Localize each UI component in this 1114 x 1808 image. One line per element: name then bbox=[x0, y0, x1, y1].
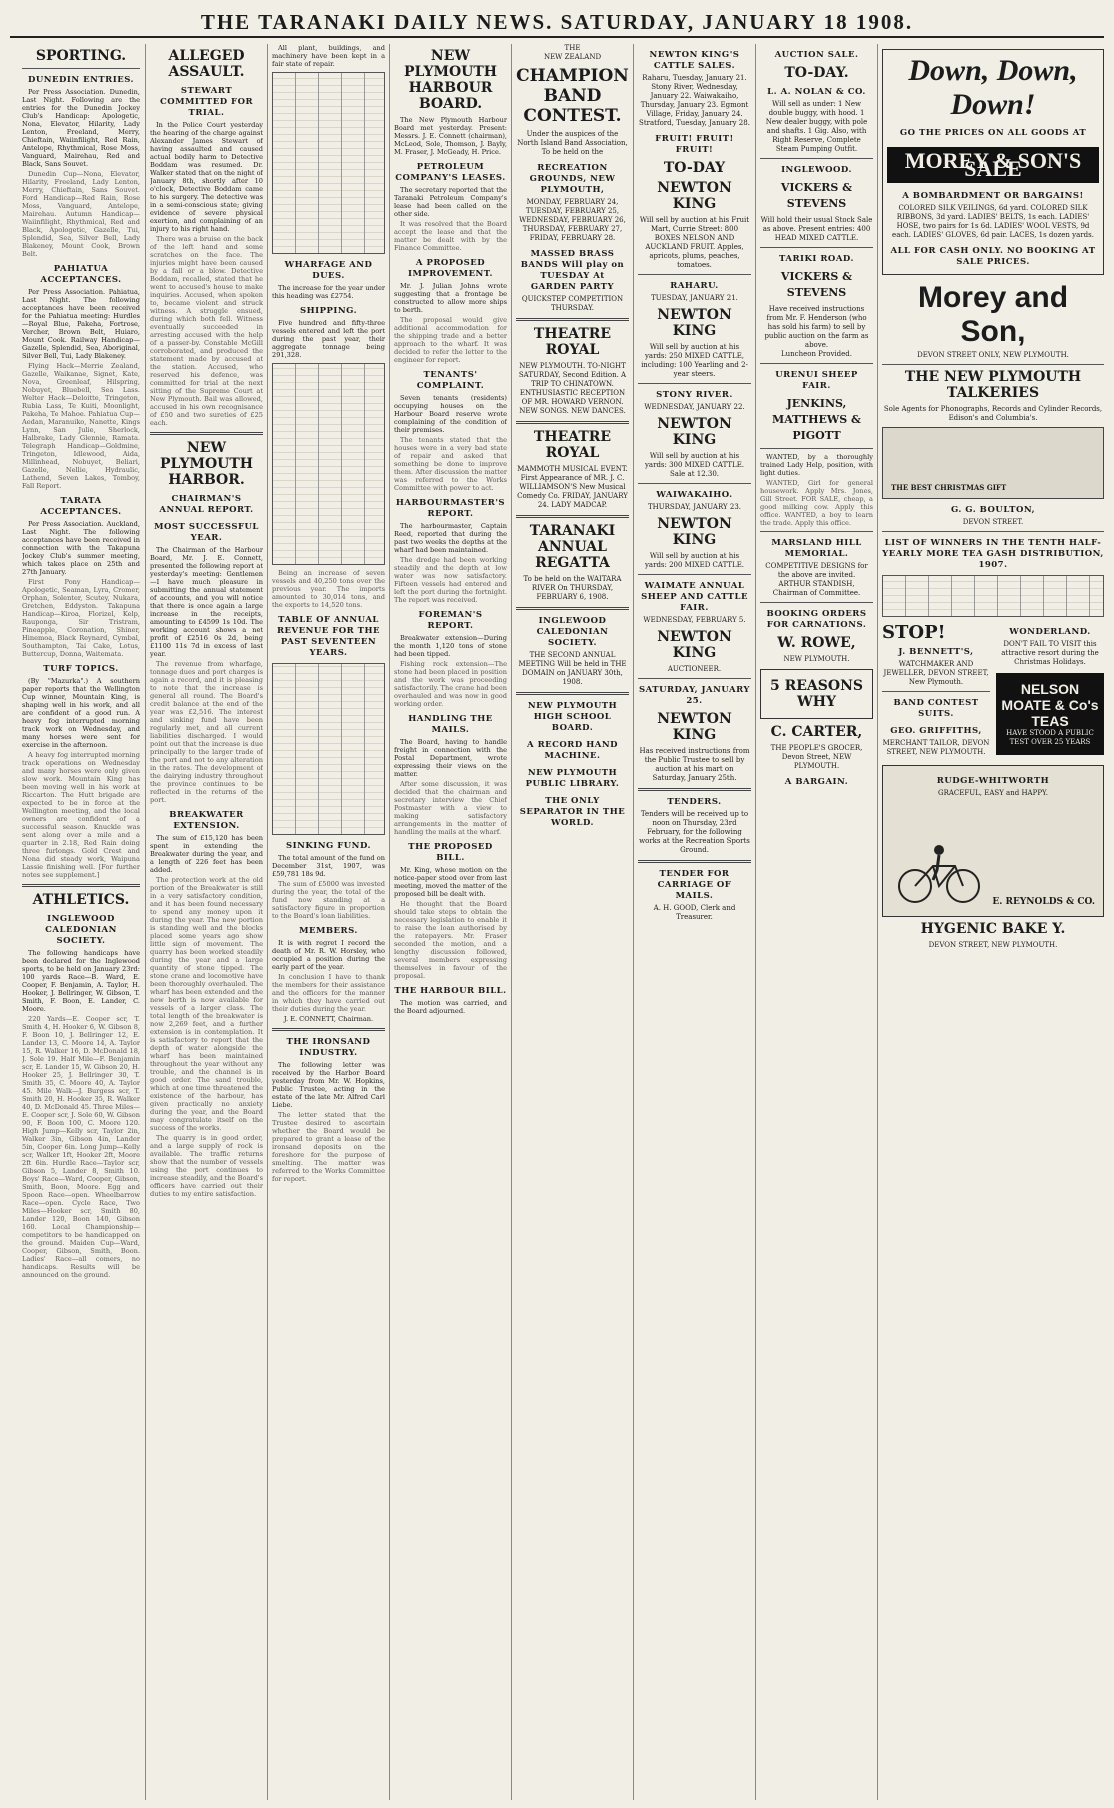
divider bbox=[638, 483, 751, 484]
article-text: Mr. J. Julian Johns wrote suggesting that a frontage be constructed to allow more ships to berth. bbox=[394, 282, 507, 314]
subheading: PETROLEUM COMPANY'S LEASES. bbox=[395, 162, 506, 183]
morey-sale-banner: MOREY & SON'S SALE bbox=[887, 147, 1099, 183]
divider bbox=[760, 602, 873, 603]
ad-text: HAVE STOOD A PUBLIC TEST OVER 25 YEARS bbox=[1006, 729, 1094, 746]
auctioneer-name: NEWTON KING bbox=[657, 416, 732, 448]
divider bbox=[760, 363, 873, 364]
auctioneer-name: NEWTON KING bbox=[657, 307, 732, 339]
ad-text: QUICKSTEP COMPETITION THURSDAY. bbox=[521, 295, 624, 312]
ad-heading: SATURDAY, JANUARY 25. bbox=[638, 685, 750, 706]
ad-word: Down! bbox=[950, 88, 1036, 121]
column-rule bbox=[267, 44, 268, 1800]
article-text: Per Press Association. Pahiatua, Last Night. The following acceptances have been received for the Pahiatua meeting: Hurdles—Royal Blue, Pakeha, Fortrose, Vercher, Brown Belt, Huiaro, Mount Cook. Railway Handicap—Gazelle, Splendid, Sea, Aboriginal, Silver Bell, Tui, Lady Blakeney. bbox=[22, 288, 140, 360]
theatre-heading: THEATRE ROYAL bbox=[533, 326, 612, 358]
article-text: Five hundred and fifty-three vessels entered and left the port during the past year, their aggregate tonnage being 291,328. bbox=[272, 319, 385, 359]
subheading: TARATA ACCEPTANCES. bbox=[40, 496, 122, 517]
ad-venue: RECREATION GROUNDS, NEW PLYMOUTH, bbox=[529, 163, 616, 195]
divider bbox=[516, 607, 629, 610]
ad-text: Under the auspices of the North Island Band Association, bbox=[517, 130, 628, 147]
divider bbox=[760, 247, 873, 248]
ad-text: Tenders will be received up to noon on Thursday, 23rd February, for the following works at the Recreation Sports Ground. bbox=[639, 810, 750, 854]
article-text: Per Press Association. Auckland, Last Night. The following acceptances have been received in connection with the Takapuna Jockey Club's summer meeting, which takes place on 25th and 27th January. bbox=[22, 520, 140, 576]
ad-text: To be held on the WAITARA RIVER On THURSDAY, FEBRUARY 6, 1908. bbox=[523, 575, 622, 601]
column-rule bbox=[877, 44, 878, 1800]
ad-text: MASSED BRASS BANDS Will play on TUESDAY At GARDEN PARTY bbox=[520, 249, 625, 292]
subheading: TURF TOPICS. bbox=[43, 664, 119, 674]
divider bbox=[22, 68, 140, 69]
column-newton-king bbox=[638, 44, 751, 1800]
shipping-table bbox=[272, 363, 385, 565]
section-heading: SPORTING. bbox=[35, 48, 127, 64]
column-harbor-report: All plant, buildings, and machinery have been kept in a fair state of repair. WHARFAGE AND DUES. The increase for the year under this heading was £2754. SHIPPING. Five hundred and fifty-three vessels entered and left the port during the past year, their aggregate tonnage being 291,328. Being an increase of seven vessels and 40,250 tons over the previous year. The imports amounted to 30,014 tons, and the exports to 14,520 tons. TABLE OF ANNUAL REVENUE FOR THE PAST SEVENTEEN YEARS. SINKING FUND. The total amount of the fund on December 31st, 1907, was £59,781 18s 9d. The sum of £5000 was invested during the year, the total of the fund now standing at a satisfactory figure in proportion to the Board's loan liabilities. MEMBERS. It is with regret I record the death of Mr. R. W. Horsley, who occupied a position during the early part of the year. In conclusion I have to thank the members for their assistance and the officers for the manner in which they have carried out their duties during the year. J. E. CONNETT, Chairman. THE IRONSAND INDUSTRY. The following letter was received by the Harbor Board yesterday from Mr. W. Hopkins, Public Trustee, acting in the estate of the late Mr. Alfred Carl Liebe. The letter stated that the Trustee desired to ascertain whether the Board would be prepared to grant a lease of the ironsand deposits on the foreshore for the purpose of smelting. The matter was referred to the Works Committee for report. bbox=[272, 44, 385, 1183]
divider bbox=[760, 158, 873, 159]
ad-text: Has received instructions from the Public Trustee to sell by auction at his mart on Saturday, January 25th. bbox=[639, 747, 750, 782]
article-text: The following letter was received by the Harbor Board yesterday from Mr. W. Hopkins, Public Trustee, acting in the estate of the late Mr. Alfred Carl Liebe. bbox=[272, 1061, 385, 1109]
ad-heading: MARSLAND HILL MEMORIAL. bbox=[771, 538, 862, 559]
ad-signature: A. H. GOOD, Clerk and Treasurer. bbox=[653, 904, 736, 921]
subheading: INGLEWOOD CALEDONIAN SOCIETY. bbox=[45, 914, 117, 946]
article-text: The total amount of the fund on December 31st, 1907, was £59,781 18s 9d. bbox=[272, 854, 385, 878]
auctioneer-name: NEWTON KING bbox=[657, 180, 732, 212]
bicycle-illustration bbox=[893, 836, 983, 906]
nelson-moate-tea-ad bbox=[996, 673, 1104, 755]
ad-text: NEW PLYMOUTH. bbox=[783, 655, 850, 663]
article-text: (By "Mazurka".) A southern paper reports that the Wellington Cup winner, Mountain King, is shaping well in his work, and all are confident of a good run. A heavy fog interrupted morning track work on Wednesday, and many horses were sent for exercise in the afternoon. bbox=[22, 677, 140, 749]
auctioneer-name: NEWTON KING bbox=[657, 711, 732, 743]
ad-heading: NELSON MOATE & Co's TEAS bbox=[1001, 681, 1099, 729]
annual-revenue-table bbox=[272, 663, 385, 835]
ad-heading: AUCTION SALE. bbox=[774, 50, 859, 60]
divider bbox=[22, 884, 140, 887]
ad-top: THE bbox=[564, 44, 581, 52]
column-alleged-assault: ALLEGED ASSAULT. STEWART COMMITTED FOR TRIAL. In the Police Court yesterday the hearing of the charge against Alexander James Stewart of having assaulted and caused actual bodily harm to Detective Boddam was resumed. Dr. Walker stated that on the night of January 8th, shortly after 10 o'clock, Detective Boddam came to his surgery. The detective was in a semi-conscious state; giving evidence of severe physical exertion, and complaining of an injury to his right hand. There was a bruise on the back of the left hand and some scratches on the face. The injuries might have been caused by a fall or a blow. Detective Boddam, recalled, stated that he went to accused's house to make inquiries. Accused, when spoken to, became violent and struck witness. A struggle ensued, during which both fell. Witness eventually succeeded in arresting accused with the help of a passer-by. Constable McGill corroborated, and produced the statement made by accused at the station. Accused, who reserved his defence, was committed for trial at the next sitting of the Supreme Court at New Plymouth. Bail was allowed, accused in his own recognisance of £50 and two sureties of £25 each. NEW PLYMOUTH HARBOR. CHAIRMAN'S ANNUAL REPORT. MOST SUCCESSFUL YEAR. The Chairman of the Harbour Board, Mr. J. E. Connett, presented the following report at yesterday's meeting: Gentlemen—I have much pleasure in submitting the annual statement of accounts, and you will notice that there is once again a large increase in the receipts, amounting to £4599 1s 10d. The working account shows a net profit of £2516 0s 2d, being £1100 11s 7d in excess of last year. The revenue from wharfage, tonnage dues and port charges is again a record, and it is pleasing to note that the increase is general all round. The Board's credit balance at the end of the year was £2,516. The interest and sinking fund have been regularly met, and all current liabilities discharged. I would point out that the increase is due principally to the larger trade of the port and not to any alteration in the rates. The development of the dairying industry throughout the province continues to be reflected in the returns of the port. BREAKWATER EXTENSION. The sum of £15,120 has been spent in extending the Breakwater during the year, and a length of 226 feet has been added. The protection work at the old portion of the Breakwater is still in a very satisfactory condition, and it has been found necessary to spend any money upon it during the year. The new portion is standing well and the blocks placed some years ago show little sign of movement. The quarry has been worked steadily during the year and a large quantity of stone tipped. The stone crane and locomotive have been thoroughly overhauled. The wharf has been extended and the new berth is now available for vessels of a larger class. The total length of the breakwater is now 2,269 feet, and a further extension is in contemplation. It is satisfactory to report that the depth of water alongside the wharf has been maintained throughout the year without any trouble, and the channel is in good order. The sand trouble, which at one time threatened the existence of the harbour, has given practically no anxiety during the year, and the Board may congratulate itself on the success of the works. The quarry is in good order, and a large supply of rock is available. The traffic returns show that the number of vessels using the port continues to increase steadily, and the Board's officers have carried out their duties to my entire satisfaction. bbox=[150, 48, 263, 1198]
column-morey-ads bbox=[882, 44, 1104, 1800]
ad-text: THE SECOND ANNUAL MEETING Will be held in THE DOMAIN on JANUARY 30th, 1908. bbox=[518, 651, 627, 686]
ad-text: THE PEOPLE'S GROCER, Devon Street, NEW PLYMOUTH. bbox=[770, 744, 863, 770]
article-text: The following handicaps have been declared for the Inglewood sports, to be held on January 23rd: 100 yards Race—B. Ward, E. Cooper, F. Benjamin, A. Taylor, H. Hooker, J. Bellringer, W. Gibson, T. Smith, F. Boon, E. Lander, C. Moore. bbox=[22, 949, 140, 1013]
divider bbox=[882, 691, 990, 692]
ad-heading: TENDERS. bbox=[667, 797, 722, 807]
divider bbox=[882, 531, 1104, 532]
library-heading: NEW PLYMOUTH PUBLIC LIBRARY. bbox=[525, 768, 620, 789]
ad-text: Will hold their usual Stock Sale as above. Present entries: 400 HEAD MIXED CATTLE. bbox=[760, 216, 873, 242]
caledonian-heading: INGLEWOOD CALEDONIAN SOCIETY. bbox=[536, 616, 609, 648]
band-contest-title: CHAMPION BAND CONTEST. bbox=[516, 66, 629, 126]
ad-heading: FRUIT! FRUIT! FRUIT! bbox=[655, 134, 734, 155]
divider bbox=[638, 383, 751, 384]
article-text: The increase for the year under this heading was £2754. bbox=[272, 284, 385, 300]
ad-name: E. REYNOLDS & CO. bbox=[992, 897, 1095, 907]
ad-heading: TO-DAY. bbox=[784, 65, 849, 81]
subheading: SINKING FUND. bbox=[286, 841, 371, 851]
ad-text: Will sell by auction at his yards: 250 MIXED CATTLE, including: 100 Yearling and 2-year steers. bbox=[641, 343, 748, 378]
divider bbox=[638, 860, 751, 863]
ad-heading: WAIMATE ANNUAL SHEEP AND CATTLE FAIR. bbox=[641, 581, 748, 613]
article-text: In the Police Court yesterday the hearing of the charge against Alexander James Stewart of having assaulted and caused actual bodily harm to Detective Boddam was resumed. Dr. Walker stated that on the night of January 8th, shortly after 10 o'clock, Detective Boddam came to his surgery. The detective was in a semi-conscious state; giving evidence of severe physical exertion, and complaining of an injury to his right hand. bbox=[150, 121, 263, 233]
article-text: The Board, having to handle freight in connection with the Postal Department, wrote expressing their views on the matter. bbox=[394, 738, 507, 778]
ad-heading: URENUI SHEEP FAIR. bbox=[775, 370, 858, 391]
morey-name: Morey and Son, bbox=[917, 281, 1069, 348]
ad-text: GRACEFUL, EASY and HAPPY. bbox=[938, 789, 1048, 797]
column-auctions: AUCTION SALE. TO-DAY. L. A. NOLAN & CO. Will sell as under: 1 New double buggy, with hood. 1 New dealer buggy, with pole and shafts. 1 Gig. Also, with Right Reserve, Complete Steam Pumping Outfit. INGLEWOOD. VICKERS & STEVENS Will hold their usual Stock Sale as above. Present entries: 400 HEAD MIXED CATTLE. TARIKI ROAD. VICKERS & STEVENS Have received instructions from Mr. F. Henderson (who has sold his farm) to sell by public auction on the farm as above. Luncheon Provided. URENUI SHEEP FAIR. JENKINS, MATTHEWS & PIGOTT WANTED, by a thoroughly trained Lady Help, position, with light duties. WANTED, Girl for general housework. Apply Mrs. Jones, Gill Street. FOR SALE, cheap, a good milking cow. Apply this office. WANTED, a boy to learn the trade. Apply this office. MARSLAND HILL MEMORIAL. COMPETITIVE DESIGNS for the above are invited. ARTHUR STANDISH, Chairman of Committee. BOOKING ORDERS FOR CARNATIONS. W. ROWE, NEW PLYMOUTH. 5 REASONS WHY C. CARTER, THE PEOPLE'S GROCER, Devon Street, NEW PLYMOUTH. A BARGAIN. bbox=[760, 50, 873, 787]
bakery-heading: HYGENIC BAKE Y. bbox=[920, 921, 1066, 937]
ad-heading: INGLEWOOD. bbox=[781, 165, 852, 175]
ad-text: Raharu, Tuesday, January 21. Stony River, Wednesday, January 22. Waiwakaiho, Thursday, January 23. Egmont Village, Friday, January 24. Stratford, Tuesday, January 28. bbox=[639, 74, 750, 127]
subheading: HARBOURMASTER'S REPORT. bbox=[395, 498, 506, 519]
ad-text: AUCTIONEER. bbox=[667, 665, 722, 673]
divider bbox=[516, 692, 629, 695]
divider bbox=[760, 531, 873, 532]
subheading: WHARFAGE AND DUES. bbox=[284, 260, 373, 281]
subheading: FOREMAN'S REPORT. bbox=[418, 610, 483, 631]
ad-text: A BOMBARDMENT OR BARGAINS! bbox=[902, 191, 1084, 201]
article-text: The harbourmaster, Captain Reed, reported that during the past two weeks the depths at the wharf had been maintained. bbox=[394, 522, 507, 554]
subheading: TENANTS' COMPLAINT. bbox=[416, 370, 485, 391]
divider bbox=[516, 421, 629, 424]
winners-heading: LIST OF WINNERS IN THE TENTH HALF-YEARLY MORE TEA GASH DISTRIBUTION, 1907. bbox=[882, 538, 1104, 570]
separator-heading: THE ONLY SEPARATOR IN THE WORLD. bbox=[519, 796, 626, 828]
auctioneer-name: VICKERS & STEVENS bbox=[780, 181, 853, 210]
theatre-heading: THEATRE ROYAL bbox=[533, 429, 612, 461]
article-text: It is with regret I record the death of Mr. R. W. Horsley, who occupied a position during the early part of the year. bbox=[272, 939, 385, 971]
article-text: The secretary reported that the Taranaki Petroleum Company's lease had been called on the other side. bbox=[394, 186, 507, 218]
two-column-ads bbox=[882, 621, 1104, 761]
wonderland-ad bbox=[996, 621, 1104, 761]
divider bbox=[516, 318, 629, 321]
christmas-illustration bbox=[882, 427, 1104, 499]
ad-text: DEVON STREET. bbox=[962, 518, 1024, 526]
divider bbox=[272, 1028, 385, 1031]
section-heading: NEW PLYMOUTH HARBOUR BOARD. bbox=[403, 48, 498, 112]
ad-text: DEVON STREET, NEW PLYMOUTH. bbox=[928, 941, 1058, 949]
ad-text: GO THE PRICES ON ALL GOODS AT bbox=[899, 128, 1087, 138]
ad-top: NEW ZEALAND bbox=[543, 53, 602, 61]
subheading: STEWART COMMITTED FOR TRIAL. bbox=[159, 86, 254, 118]
auctioneer-name: L. A. NOLAN & CO. bbox=[767, 87, 866, 97]
subheading: MOST SUCCESSFUL YEAR. bbox=[154, 522, 259, 543]
ad-text: Will sell by auction at his Fruit Mart, Currie Street: 800 BOXES NELSON AND AUCKLAND FRUIT. Apples, apricots, plums, peaches, tomatoes. bbox=[639, 216, 750, 269]
column-band-contest bbox=[516, 44, 629, 1800]
morey-sale-ad bbox=[882, 49, 1104, 275]
ad-heading: RUDGE-WHITWORTH bbox=[936, 776, 1050, 786]
ad-items: COLORED SILK VEILINGS, 6d yard. COLORED SILK RIBBONS, 3d yard. LADIES' BELTS, 1s each. LADIES' HOSE, two pairs for 1s 6d. LADIES' WOOL VESTS, 9d each. LADIES' GLOVES, 6d pair. LACES, 1s dozen yards. bbox=[892, 204, 1094, 239]
divider bbox=[150, 432, 263, 435]
ad-text: MAMMOTH MUSICAL EVENT. First Appearance of MR. J. C. WILLIAMSON'S New Musical Comedy Co. FRIDAY, JANUARY 24. LADY MADCAP. bbox=[517, 465, 628, 509]
subheading: CHAIRMAN'S ANNUAL REPORT. bbox=[159, 494, 254, 515]
subheading: PAHIATUA ACCEPTANCES. bbox=[40, 264, 122, 285]
divider bbox=[638, 678, 751, 679]
rudge-whitworth-ad bbox=[882, 765, 1104, 917]
ad-text: WATCHMAKER AND JEWELLER, DEVON STREET, New Plymouth. bbox=[883, 660, 989, 686]
ad-heading: TO-DAY bbox=[663, 160, 726, 176]
ad-date: WEDNESDAY, JANUARY 22. bbox=[644, 403, 745, 411]
subheading: MEMBERS. bbox=[299, 926, 358, 936]
classified-text: WANTED, by a thoroughly trained Lady Help, position, with light duties. bbox=[760, 453, 873, 477]
article-text: The sum of £15,120 has been spent in extending the Breakwater during the year, and a length of 226 feet has been added. bbox=[150, 834, 263, 874]
ad-text: Luncheon Provided. bbox=[781, 350, 852, 358]
ad-signature: ARTHUR STANDISH, Chairman of Committee. bbox=[772, 580, 861, 597]
ad-heading: TENDER FOR CARRIAGE OF MAILS. bbox=[657, 869, 732, 901]
auctioneer-name: JENKINS, MATTHEWS & PIGOTT bbox=[772, 397, 861, 442]
ad-word: Down, bbox=[908, 54, 990, 87]
subheading: HANDLING THE MAILS. bbox=[408, 714, 493, 735]
ad-name: W. ROWE, bbox=[777, 635, 856, 651]
talkeries-heading: THE NEW PLYMOUTH TALKERIES bbox=[904, 369, 1082, 401]
subheading: SHIPPING. bbox=[299, 306, 358, 316]
article-text: Mr. King, whose motion on the notice-paper stood over from last meeting, moved the matter of the proposed bill be dealt with. bbox=[394, 866, 507, 898]
ad-heading: 5 REASONS WHY bbox=[770, 678, 863, 710]
column-rule bbox=[755, 44, 756, 1800]
ad-date: TUESDAY, JANUARY 21. bbox=[651, 294, 738, 302]
divider bbox=[638, 788, 751, 791]
subheading: A PROPOSED IMPROVEMENT. bbox=[407, 258, 493, 279]
school-heading: NEW PLYMOUTH HIGH SCHOOL BOARD. bbox=[527, 701, 618, 733]
masthead: THE TARANAKI DAILY NEWS. SATURDAY, JANUARY 18 1908. bbox=[10, 8, 1104, 38]
subheading: THE PROPOSED BILL. bbox=[408, 842, 493, 863]
ad-heading: A BARGAIN. bbox=[784, 777, 849, 787]
ad-date: WEDNESDAY, FEBRUARY 5. bbox=[643, 616, 746, 624]
ad-text: DEVON STREET ONLY, NEW PLYMOUTH. bbox=[917, 351, 1069, 359]
article-text: The Chairman of the Harbour Board, Mr. J. E. Connett, presented the following report at yesterday's meeting: Gentlemen—I have much pleasure in submitting the annual statement of accounts, and you will notice that there is once again a large increase in the receipts, amounting to £4599 1s 10d. The working account shows a net profit of £2516 0s 2d, being £1100 11s 7d in excess of last year. bbox=[150, 546, 263, 658]
divider bbox=[638, 574, 751, 575]
ad-text: COMPETITIVE DESIGNS for the above are invited. bbox=[765, 562, 868, 579]
ad-heading: BOOKING ORDERS FOR CARNATIONS. bbox=[766, 609, 867, 630]
section-heading: ALLEGED ASSAULT. bbox=[168, 48, 245, 80]
divider bbox=[760, 448, 873, 449]
ad-heading: BAND CONTEST SUITS. bbox=[893, 698, 979, 719]
auctioneer-name: NEWTON KING bbox=[657, 629, 732, 661]
ad-name: C. CARTER, bbox=[770, 724, 863, 740]
section-heading: ATHLETICS. bbox=[32, 892, 130, 908]
regatta-heading: TARANAKI ANNUAL REGATTA bbox=[529, 523, 616, 571]
column-rule bbox=[389, 44, 390, 1800]
ad-heading: WONDERLAND. bbox=[1009, 627, 1091, 637]
article-text: The motion was carried, and the Board adjourned. bbox=[394, 999, 507, 1015]
article-text: Per Press Association. Dunedin, Last Night. Following are the entries for the Dunedin Jockey Club's Handicap: Apologetic, Nona, Elevator, Hilarity, Lady Lenton, Freeland, Merry, Chieftain, Waiinfilight, Red Rain, Antelope, Rhythmical, Rose Moss, Vanguard, Mairehau, Red and Black, Sans Souvet. bbox=[22, 88, 140, 168]
subheading: THE HARBOUR BILL. bbox=[394, 986, 507, 996]
ad-text: DON'T FAIL TO VISIT this attractive resort during the Christmas Holidays. bbox=[1001, 640, 1099, 666]
revenue-table bbox=[272, 72, 385, 254]
ad-caption: THE BEST CHRISTMAS GIFT bbox=[891, 483, 1007, 492]
record-heading: A RECORD HAND MACHINE. bbox=[527, 740, 618, 761]
column-rule bbox=[633, 44, 634, 1800]
divider bbox=[516, 515, 629, 518]
ad-dates: MONDAY, FEBRUARY 24, TUESDAY, FEBRUARY 25, WEDNESDAY, FEBRUARY 26, THURSDAY, FEBRUARY 27, FRIDAY, FEBRUARY 28. bbox=[519, 198, 626, 242]
ad-text: Have received instructions from Mr. F. Henderson (who has sold his farm) to sell by public auction on the farm as above. bbox=[764, 305, 869, 349]
winners-list bbox=[882, 575, 1104, 617]
ad-heading bbox=[887, 54, 1099, 88]
ad-text: NEW PLYMOUTH. TO-NIGHT SATURDAY, Second Edition. A TRIP TO CHINATOWN. ENTHUSIASTIC RECEPTION OF MR. HOWARD VERNON. NEW SONGS. NEW DANCES. bbox=[518, 362, 627, 415]
subheading: THE IRONSAND INDUSTRY. bbox=[286, 1037, 371, 1058]
ad-date: THURSDAY, JANUARY 23. bbox=[647, 503, 742, 511]
section-heading: NEW PLYMOUTH HARBOR. bbox=[159, 440, 254, 488]
signature: J. E. CONNETT, Chairman. bbox=[283, 1015, 374, 1023]
ad-heading: NEWTON KING'S CATTLE SALES. bbox=[649, 50, 740, 71]
bennett-ad bbox=[882, 621, 990, 761]
ad-heading: STOP! bbox=[882, 622, 946, 643]
ad-text: Will sell as under: 1 New double buggy, with hood. 1 New dealer buggy, with pole and shafts. 1 Gig. Also, with Right Reserve, Complete Steam Pumping Outfit. bbox=[765, 100, 868, 153]
ad-text: Will sell by auction at his yards: 200 MIXED CATTLE. bbox=[644, 552, 745, 569]
ad-heading: WAIWAKAIHO. bbox=[656, 490, 733, 500]
auctioneer-name: NEWTON KING bbox=[657, 516, 732, 548]
ad-heading: RAHARU. bbox=[670, 281, 719, 291]
article-text: The New Plymouth Harbour Board met yesterday. Present: Messrs. J. E. Connett (chairman), McLeod, Sole, Thomson, J. Bayly, M. Fraser, J. McGeady, H. Price. bbox=[394, 116, 507, 156]
ad-heading: TARIKI ROAD. bbox=[779, 254, 854, 264]
divider bbox=[882, 364, 1104, 365]
article-text: Seven tenants (residents) occupying houses on the Harbour Board reserve wrote complaining of the condition of their premises. bbox=[394, 394, 507, 434]
ad-name: GEO. GRIFFITHS, bbox=[890, 726, 982, 736]
reasons-ad bbox=[760, 669, 873, 719]
subheading: DUNEDIN ENTRIES. bbox=[28, 75, 134, 85]
column-rule bbox=[145, 44, 146, 1800]
article-text: Breakwater extension—During the month 1,120 tons of stone had been tipped. bbox=[394, 634, 507, 658]
ad-word: Down, bbox=[996, 54, 1078, 87]
ad-text: Will sell by auction at his yards: 300 MIXED CATTLE. Sale at 12.30. bbox=[644, 452, 745, 478]
subheading: BREAKWATER EXTENSION. bbox=[169, 810, 244, 831]
ad-text: To be held on the bbox=[541, 148, 604, 156]
article-text: All plant, buildings, and machinery have been kept in a fair state of repair. bbox=[272, 44, 385, 68]
ad-name: J. BENNETT'S, bbox=[898, 647, 974, 657]
column-rule bbox=[511, 44, 512, 1800]
column-harbour-board: NEW PLYMOUTH HARBOUR BOARD. The New Plymouth Harbour Board met yesterday. Present: Messrs. J. E. Connett (chairman), McLeod, Sole, Thomson, J. Bayly, M. Fraser, J. McGeady, H. Price. PETROLEUM COMPANY'S LEASES. The secretary reported that the Taranaki Petroleum Company's lease had been called on the other side. It was resolved that the Board accept the lease and that the matter be dealt with by the Finance Committee. A PROPOSED IMPROVEMENT. Mr. J. Julian Johns wrote suggesting that a frontage be constructed to allow more ships to berth. The proposal would give additional accommodation for the shipping trade and a better approach to the wharf. It was decided to refer the letter to the engineer for report. TENANTS' COMPLAINT. Seven tenants (residents) occupying houses on the Harbour Board reserve wrote complaining of the condition of their premises. The tenants stated that the houses were in a very bad state of repair and asked that something be done to improve them. After discussion the matter was referred to the Works Committee with power to act. HARBOURMASTER'S REPORT. The harbourmaster, Captain Reed, reported that during the past two weeks the depths at the wharf had been maintained. The dredge had been working steadily and the depth at low water was now satisfactory. Fifteen vessels had entered and left the port during the fortnight. The report was received. FOREMAN'S REPORT. Breakwater extension—During the month 1,120 tons of stone had been tipped. Fishing rock extension—The stone had been placed in position and the work was proceeding satisfactorily. The crane had been overhauled and was now in good working order. HANDLING THE MAILS. The Board, having to handle freight in connection with the Postal Department, wrote expressing their views on the matter. After some discussion, it was decided that the chairman and secretary interview the Chief Postmaster with a view to making satisfactory arrangements in the matter of handling the mails at the wharf. THE PROPOSED BILL. Mr. King, whose motion on the notice-paper stood over from last meeting, moved the matter of the proposed bill be dealt with. He thought that the Board should take steps to obtain the necessary legislation to enable it to raise the loan authorised by the ratepayers. Mr. Fraser seconded the motion, and a lengthy discussion followed, several members expressing themselves in favour of the proposal. THE HARBOUR BILL. The motion was carried, and the Board adjourned. bbox=[394, 48, 507, 1015]
auctioneer-name: VICKERS & STEVENS bbox=[780, 270, 853, 299]
divider bbox=[638, 274, 751, 275]
ad-heading: STONY RIVER. bbox=[656, 390, 733, 400]
ad-text: ALL FOR CASH ONLY. NO BOOKING AT SALE PRICES. bbox=[890, 246, 1096, 267]
subheading: TABLE OF ANNUAL REVENUE FOR THE PAST SEVENTEEN YEARS. bbox=[276, 615, 381, 658]
ad-name: G. G. BOULTON, bbox=[950, 505, 1036, 515]
ad-text: MERCHANT TAILOR, DEVON STREET, NEW PLYMOUTH. bbox=[882, 739, 990, 756]
ad-text: Sole Agents for Phonographs, Records and Cylinder Records, Edison's and Columbia's. bbox=[883, 405, 1103, 422]
column-sporting: SPORTING. DUNEDIN ENTRIES. Per Press Association. Dunedin, Last Night. Following are the entries for the Dunedin Jockey Club's Handicap: Apologetic, Nona, Elevator, Hilarity, Lady Lenton, Freeland, Merry, Chieftain, Waiinfilight, Red Rain, Antelope, Rhythmical, Rose Moss, Vanguard, Mairehau, Red and Black, Sans Souvet. Dunedin Cup—Nona, Elevator, Hilarity, Freeland, Lady Lenton, Merry, Chieftain, Sans Souvet. Ford Handicap—Red Rain, Rose Moss, Vanguard, Antelope, Mairehau. Autumn Handicap—Waiinfilight, Rhythmical, Red and Black, Apologetic, Gazelle, Tui, Splendid, Sea, Silver Bell, Lady Blakeney, Mount Cook, Brown Belt. PAHIATUA ACCEPTANCES. Per Press Association. Pahiatua, Last Night. The following acceptances have been received for the Pahiatua meeting: Hurdles—Royal Blue, Pakeha, Fortrose, Vercher, Brown Belt, Huiaro, Mount Cook. Railway Handicap—Gazelle, Splendid, Sea, Aboriginal, Silver Bell, Tui, Lady Blakeney. Flying Hack—Merrie Zealand, Gazelle, Waikanae, Signet, Kate, Nova, Greenleaf, Hilspring, Nobuyet, Bluebell, Sea Lass. Welter Hack—Deloitte, Tringeton, Rubia Lass, Te Kuiti, Moonlight, Pakeha, Te Mahoe. Pahiatua Cup—Aedan, Maranuiko, Nanette, Kings Lynn, San Julie, Sherlock, Halbrake, Lady Glennie, Ramata. Telegraph Handicap—Goldmine, Tringeton, Idlewood, Aida, Millinhead, Nobuyet, Beliari, Gazelle, Nellie, Hydraulic, Lathend, Seven Lakes, Tomboy, Fall Report. TARATA ACCEPTANCES. Per Press Association. Auckland, Last Night. The following acceptances have been received in connection with the Takapuna Jockey Club's summer meeting, which takes place on 25th and 27th January. First Pony Handicap—Apologetic, Seaman, Lyra, Cromer, Orphan, Solenter, Scutey, Nukara, Gretchen, Eddyston. Takapuna Handicap—Kiroa, Florizel, Kelp, Rauponga, Sir Tristram, Pineapple, Coronation, Shiner, Hinemoa, Black Reynard, Cymbal, Southampton, Tai Cake, Lotus, Buttercup, Donna, Waitemata. TURF TOPICS. (By "Mazurka".) A southern paper reports that the Wellington Cup winner, Mountain King, is shaping well in his work, and all are confident of a good run. A heavy fog interrupted morning track work on Wednesday, and many horses were sent for exercise in the afternoon. A heavy fog interrupted morning track operations on Wednesday and many horses were only given slow work. Mountain King has been moving well in his work at Riccarton. The Hutt brigade are expected to be in force at the Wellington meeting, and the local owners are confident of a successful season. Knuckle was sent along over a mile and a quarter in 2.18, Red Rain doing three furlongs. Gold Crest and Nona did steady work, Waipuna Lassie finishing well. [For further notes see supplement.] ATHLETICS. INGLEWOOD CALEDONIAN SOCIETY. The following handicaps have been declared for the Inglewood sports, to be held on January 23rd: 100 yards Race—B. Ward, E. Cooper, F. Benjamin, A. Taylor, H. Hooker, J. Bellringer, W. Gibson, T. Smith, F. Boon, E. Lander, C. Moore. 220 Yards—E. Cooper scr, T. Smith 4, H. Hooker 6, W. Gibson 8, F. Boon 10, J. Bellringer 12, E. Lander 13, C. Moore 14, A. Taylor 15, R. Walker 16, D. McDonald 18, J. Sole 19. Half Mile—F. Benjamin scr, E. Lander 15, W. Gibson 20, H. Hooker 25, J. Bellringer 30, T. Smith 35, C. Moore 40, A. Taylor 45. Mile Walk—J. Burgess scr, T. Smith 20, H. Hooker 35, R. Walker 40, D. McDonald 45. Three Miles—E. Cooper scr, J. Sole 60, W. Gibson 90, F. Boon 100, C. Moore 120. High Jump—Kelly scr, Taylor 2in, Walker 3in, Gibson 4in, Lander 5in, Cooper 6in. Long Jump—Kelly scr, Walker 1ft, Hooker 2ft, Moore 2ft 6in. Hurdle Race—Taylor scr, Gibson 5, Lander 8, Smith 10. Boys' Race—Ward, Cooper, Gibson, Smith, Boon, Moore. Egg and Spoon Race—open. Wheelbarrow Race—open. Cycle Race, Two Miles—Hooker scr, Smith 80, Lander 120, Boon 140, Gibson 160. Local Championship—competitors to be handicapped on the ground. Maiden Cup—Ward, Cooper, Gibson, Smith, Boon. Ladies' Race—all comers, no handicaps. Results will be announced on the ground. bbox=[22, 48, 140, 1279]
